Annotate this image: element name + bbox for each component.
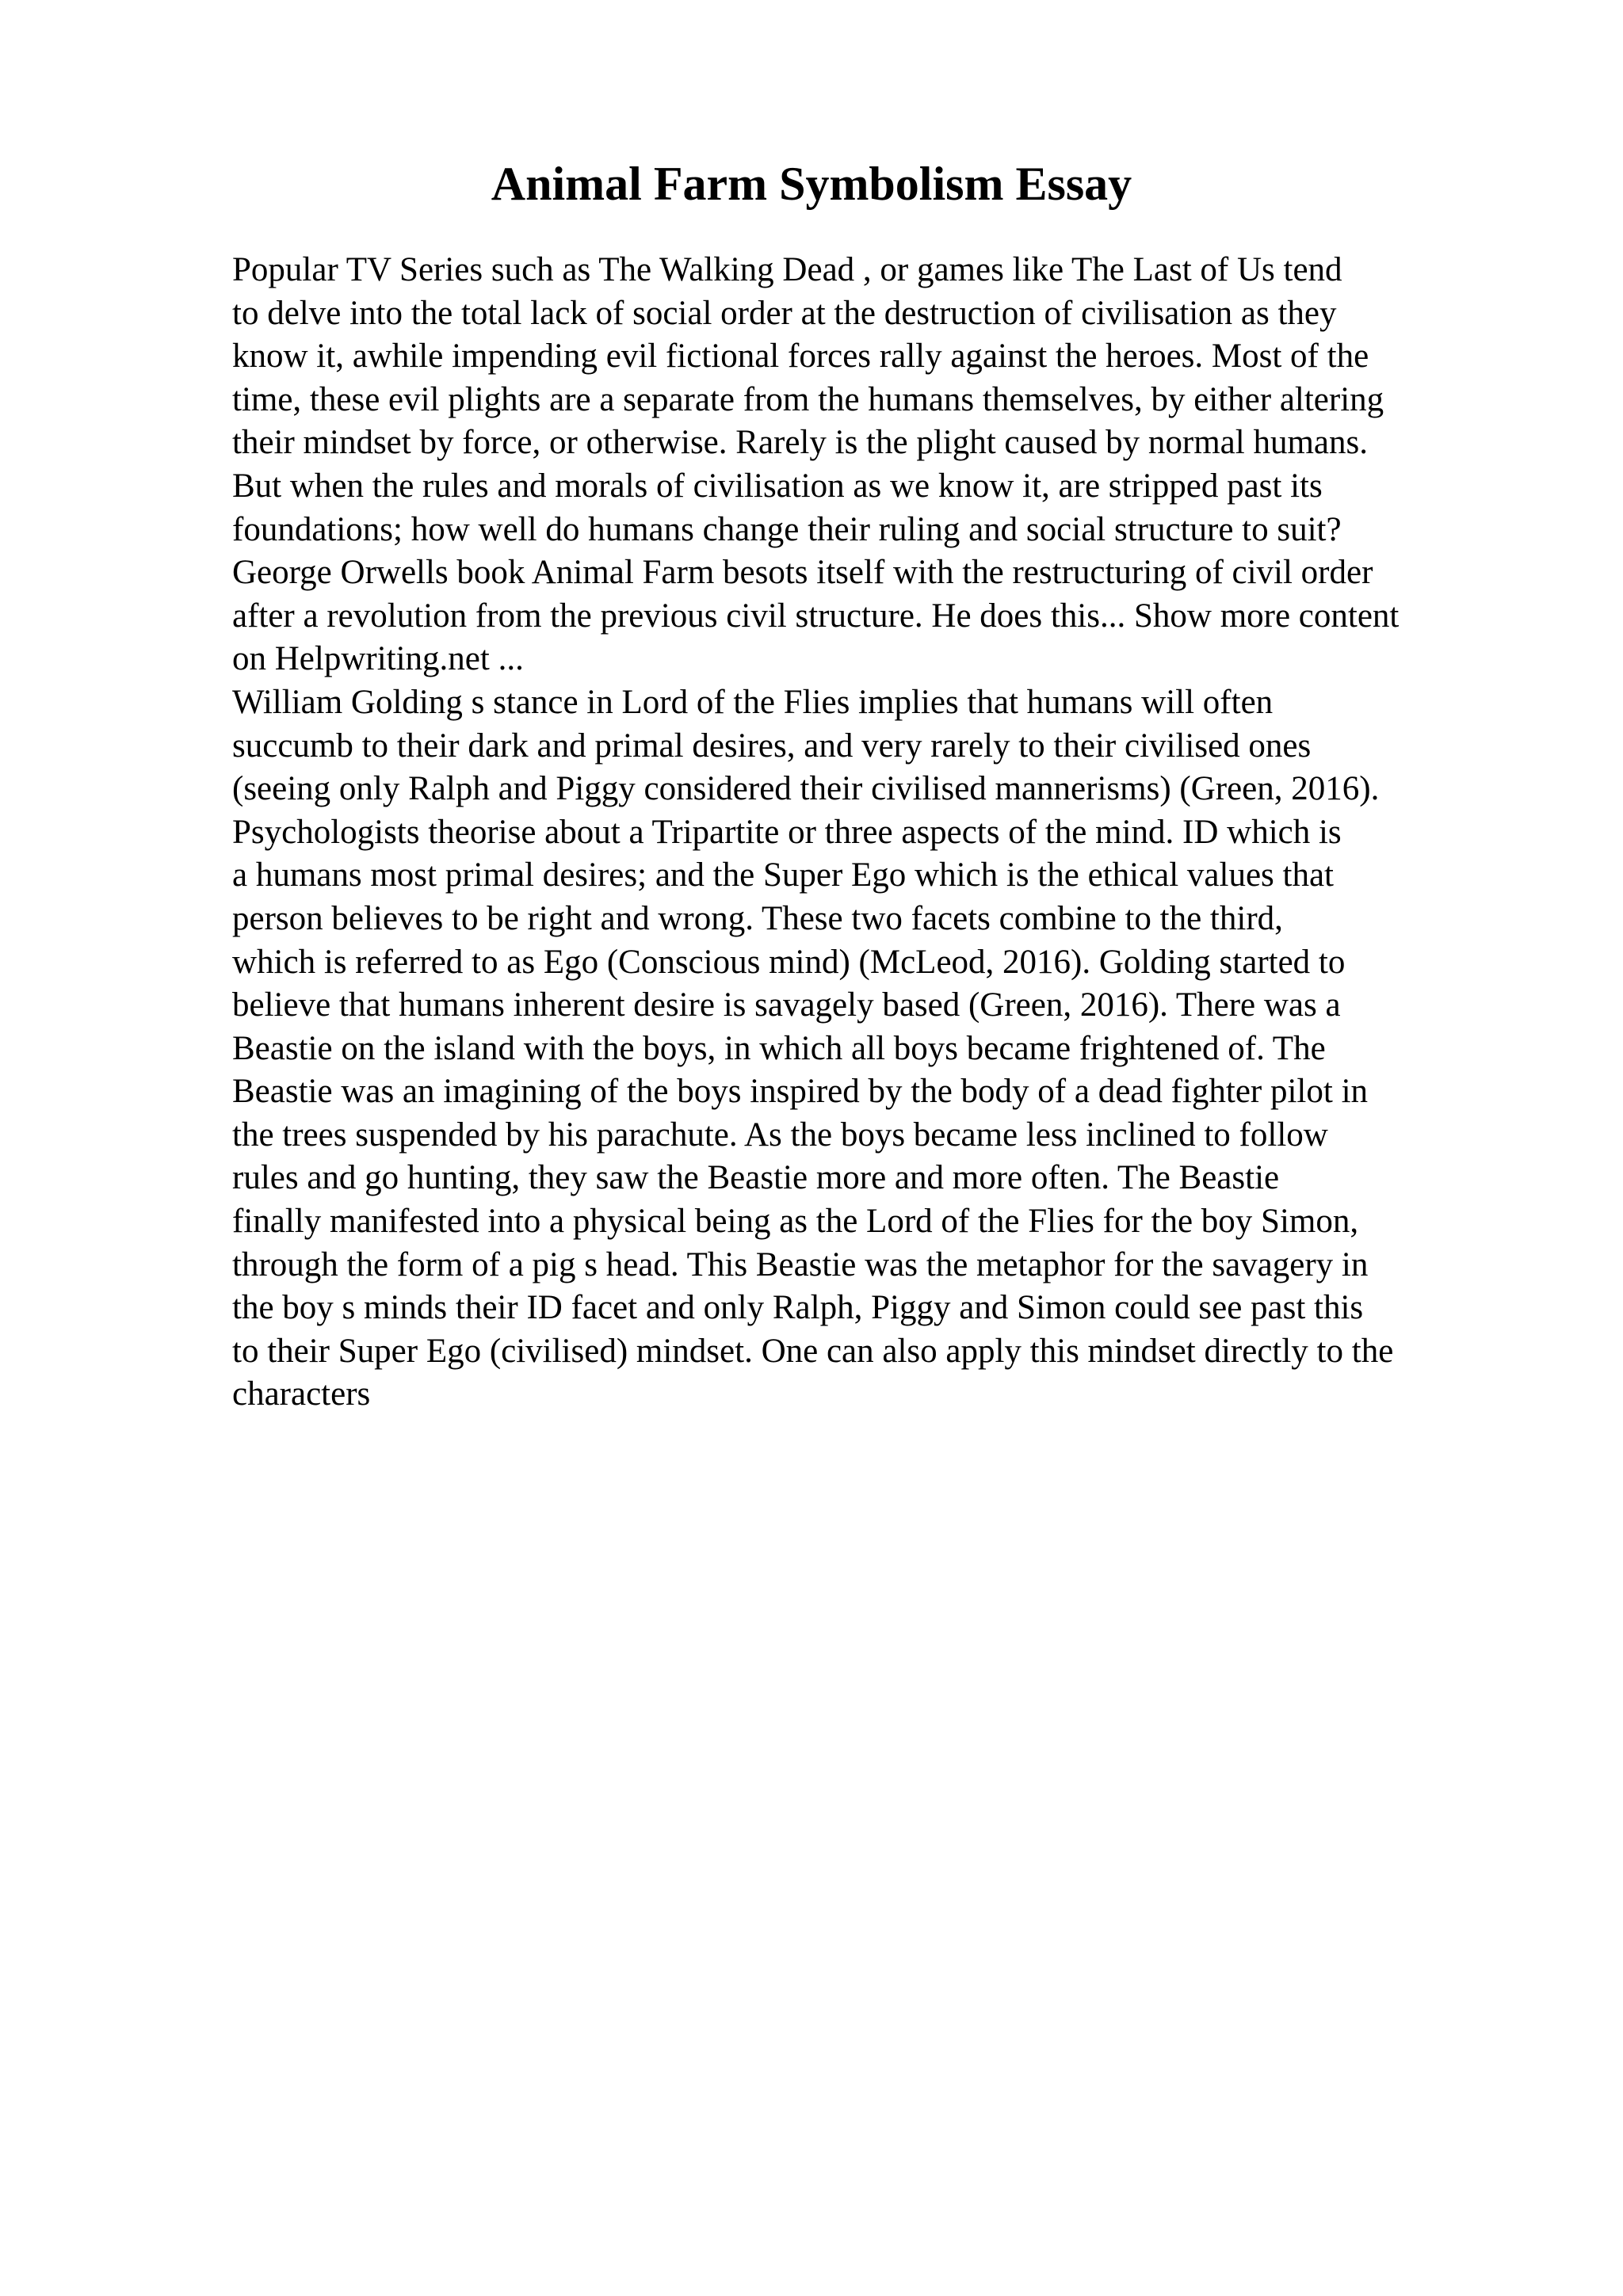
text-line: know it, awhile impending evil fictional forces rally against the heroes. Most of the	[232, 338, 1369, 376]
text-line: their mindset by force, or otherwise. Rarely is the plight caused by normal humans.	[232, 424, 1368, 462]
text-line: person believes to be right and wrong. These two facets combine to the third,	[232, 899, 1283, 937]
text-line: Beastie was an imagining of the boys inspired by the body of a dead fighter pilot in	[232, 1073, 1369, 1111]
text-line: William Golding s stance in Lord of the Flies implies that humans will often	[232, 683, 1274, 721]
text-line: But when the rules and morals of civilisation as we know it, are stripped past its	[232, 467, 1323, 505]
text-line: believe that humans inherent desire is savagely based (Green, 2016). There was a	[232, 986, 1341, 1024]
text-line: the trees suspended by his parachute. As the boys became less inclined to follow	[232, 1116, 1328, 1154]
text-line: to their Super Ego (civilised) mindset. One can also apply this mindset directly to the	[232, 1332, 1394, 1370]
text-line: finally manifested into a physical being as the Lord of the Flies for the boy Simon,	[232, 1203, 1359, 1241]
text-line: characters	[232, 1375, 371, 1413]
text-line: after a revolution from the previous civil structure. He does this... Show more content	[232, 597, 1400, 635]
text-line: which is referred to as Ego (Conscious mind) (McLeod, 2016). Golding started to	[232, 943, 1346, 981]
text-line: rules and go hunting, they saw the Beastie more and more often. The Beastie	[232, 1159, 1280, 1197]
text-line: to delve into the total lack of social order at the destruction of civilisation as they	[232, 294, 1337, 332]
text-line: succumb to their dark and primal desires, and very rarely to their civilised ones	[232, 727, 1312, 765]
text-line: on Helpwriting.net ...	[232, 640, 524, 678]
essay-body	[232, 249, 1516, 1417]
text-line: Beastie on the island with the boys, in which all boys became frightened of. The	[232, 1029, 1326, 1067]
text-line: George Orwells book Animal Farm besots itself with the restructuring of civil order	[232, 554, 1373, 592]
text-line: the boy s minds their ID facet and only Ralph, Piggy and Simon could see past this	[232, 1289, 1364, 1327]
text-line: through the form of a pig s head. This Beastie was the metaphor for the savagery in	[232, 1245, 1369, 1283]
text-line: a humans most primal desires; and the Super Ego which is the ethical values that	[232, 856, 1335, 894]
text-line: time, these evil plights are a separate from the humans themselves, by either altering	[232, 380, 1384, 418]
page-title: Animal Farm Symbolism Essay	[491, 158, 1132, 210]
text-line: (seeing only Ralph and Piggy considered their civilised mannerisms) (Green, 2016).	[232, 770, 1380, 808]
text-line: foundations; how well do humans change their ruling and social structure to suit?	[232, 510, 1342, 548]
text-line: Psychologists theorise about a Tripartite or three aspects of the mind. ID which is	[232, 813, 1342, 851]
text-line: Popular TV Series such as The Walking Dead , or games like The Last of Us tend	[232, 251, 1342, 288]
